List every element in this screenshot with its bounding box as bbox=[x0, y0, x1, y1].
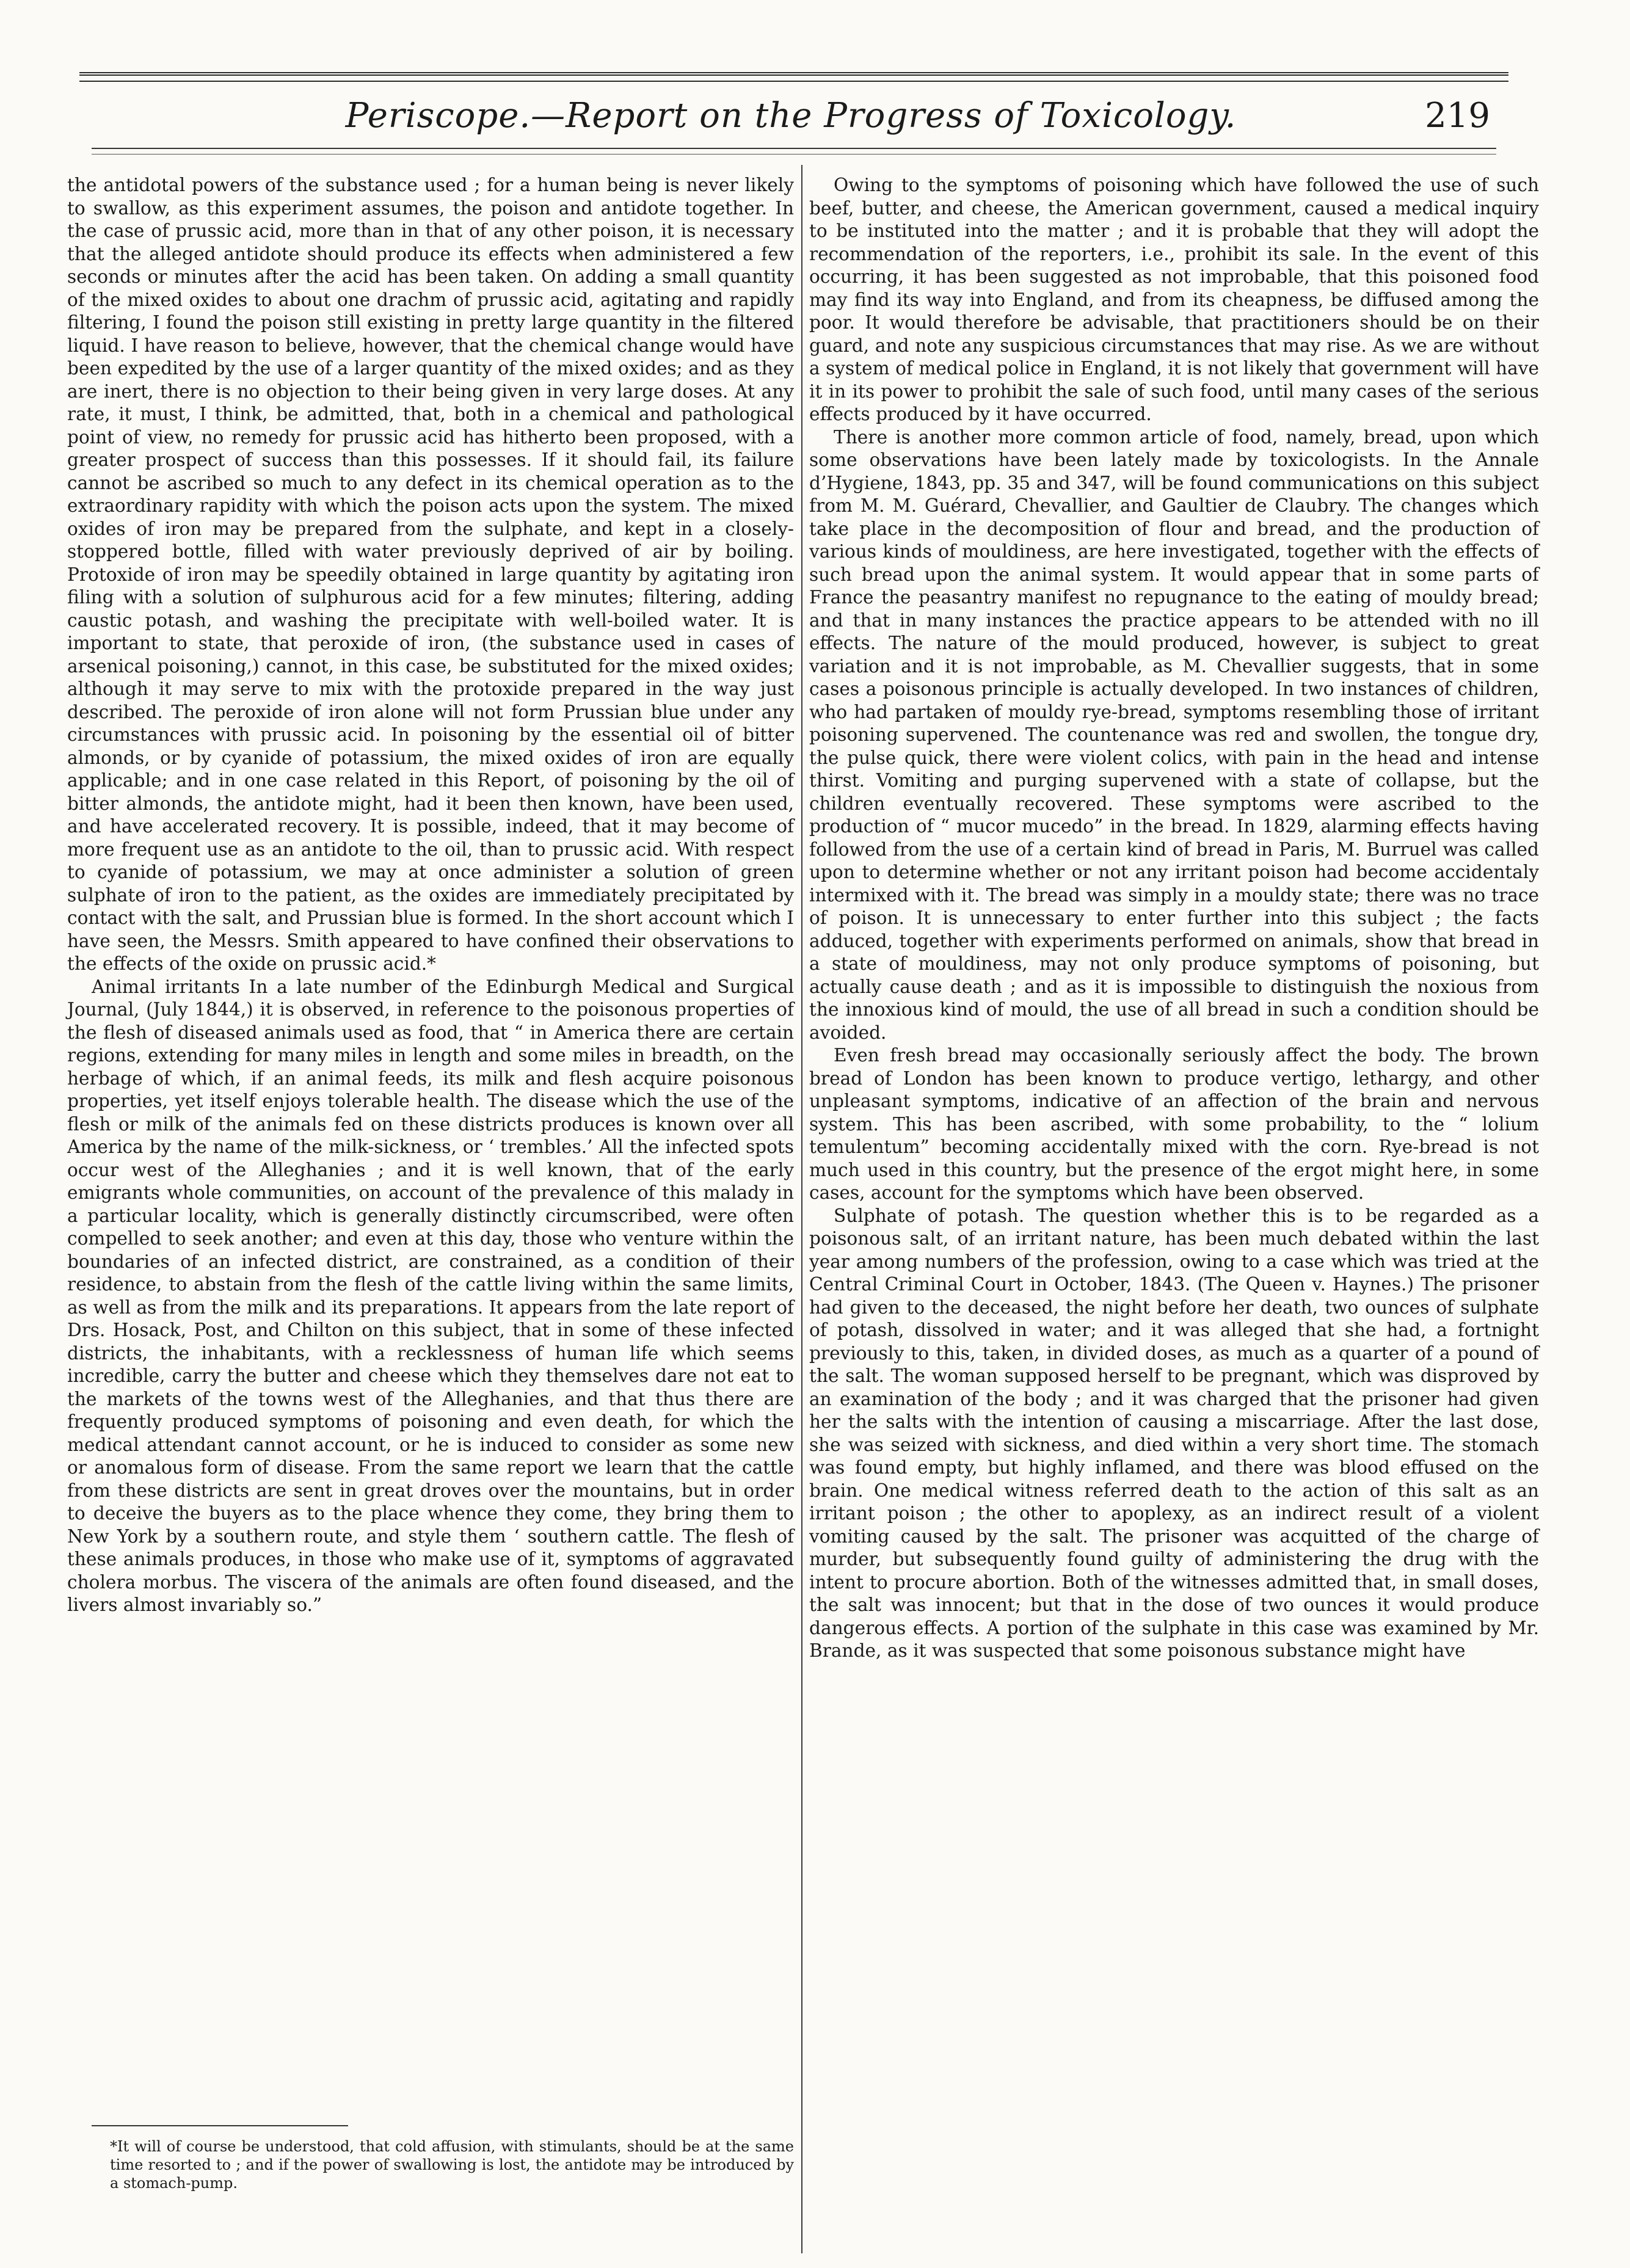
header-rule bbox=[92, 148, 1496, 149]
right-paragraph-american-government: Owing to the symptoms of poisoning which have followed the use of such beef, butter, and cheese, the American government, caused a medical inquiry to be instituted into the matter ; and it is probable that they will adopt the recommendation of the reporters, i.e., prohibit its sale. In the event of this occurring, it has been suggested as not improbable, that this poisoned food may find its way into England, and from its cheapness, be diffused among the poor. It would therefore be advisable, that practitioners should be on their guard, and note any suspicious circumstances that may rise. As we are without a system of medical police in England, it is not likely that government will have it in its power to prohibit the sale of such food, until many cases of the serious effects produced by it have occurred. bbox=[809, 175, 1539, 424]
left-paragraph-animal-irritants: Animal irritants In a late number of the Edinburgh Medical and Surgical Journal, (July 1844,) it is observed, in reference to the poisonous properties of the flesh of diseased animals used as food, that “ in America there are certain regions, extending for many miles in length and some miles in breadth, on the herbage of which, if an animal feeds, its milk and flesh acquire poisonous properties, yet itself enjoys tolerable health. The disease which the use of the flesh or milk of the animals fed on these districts produces is known over all America by the name of the milk-sickness, or ‘ trembles.’ All the infected spots occur west of the Alleghanies ; and it is well known, that of the early emigrants whole communities, on account of the prevalence of this malady in a particular locality, which is generally distinctly circumscribed, were often compelled to seek another; and even at this day, those who venture within the boundaries of an infected district, are constrained, as a condition of their residence, to abstain from the flesh of the cattle living within the same limits, as well as from the milk and its preparations. It appears from the late report of Drs. Hosack, Post, and Chilton on this subject, that in some of these infected districts, the inhabitants, with a recklessness of human life which seems incredible, carry the butter and cheese which they themselves dare not eat to the markets of the towns west of the Alleghanies, and that thus there are frequently produced symptoms of poisoning and even death, for which the medical attendant cannot account, or he is induced to consider as some new or anomalous form of disease. From the same report we learn that the cattle from these districts are sent in great droves over the mountains, but in order to deceive the buyers as to the place whence they come, they bring them to New York by a southern route, and style them ‘ southern cattle. The flesh of these animals produces, in those who make use of it, symptoms of aggravated cholera morbus. The viscera of the animals are often found diseased, and the livers almost invariably so.” bbox=[67, 976, 794, 1615]
page-number: 219 bbox=[1425, 96, 1490, 136]
right-paragraph-fresh-bread: Even fresh bread may occasionally seriously affect the body. The brown bread of London has been known to produce vertigo, lethargy, and other unpleasant symptoms, indicative of an affection of the brain and nervous system. This has been ascribed, with some probability, to the “ lolium temulentum” becoming accidentally mixed with the corn. Rye-bread is not much used in this country, but the presence of the ergot might here, in some cases, account for the symptoms which have been observed. bbox=[809, 1045, 1539, 1203]
left-column bbox=[67, 174, 794, 1617]
column-divider bbox=[801, 165, 802, 2253]
right-paragraph-bread: There is another more common article of food, namely, bread, upon which some observations have been lately made by toxicologists. In the Annale d’Hygiene, 1843, pp. 35 and 347, will be found communications on this subject from M. M. Guérard, Chevallier, and Gaultier de Claubry. The changes which take place in the decomposition of flour and bread, and the production of various kinds of mouldiness, are here investigated, together with the effects of such bread upon the animal system. It would appear that in some parts of France the peasantry manifest no repugnance to the eating of mouldy bread; and that in many instances the practice appears to be attended with no ill effects. The nature of the mould produced, however, is subject to great variation and it is not improbable, as M. Chevallier suggests, that in some cases a poisonous principle is actually developed. In two instances of children, who had partaken of mouldy rye-bread, symptoms resembling those of irritant poisoning supervened. The countenance was red and swollen, the tongue dry, the pulse quick, there were violent colics, with pain in the head and intense thirst. Vomiting and purging supervened with a state of collapse, but the children eventually recovered. These symptoms were ascribed to the production of “ mucor mucedo” in the bread. In 1829, alarming effects having followed from the use of a certain kind of bread in Paris, M. Burruel was called upon to determine whether or not any irritant poison had become accidentaly intermixed with it. The bread was simply in a mouldy state; there was no trace of poison. It is unnecessary to enter further into this subject ; the facts adduced, together with experiments performed on animals, show that bread in a state of mouldiness, may not only produce symptoms of poisoning, but actually cause death ; and as it is impossible to distinguish the noxious from the innoxious kind of mould, the use of all bread in such a condition should be avoided. bbox=[809, 426, 1539, 1043]
top-ornamental-rule bbox=[79, 72, 1508, 76]
footnote: *It will of course be understood, that cold affusion, with stimulants, should be at the same time resorted to ; and if the power of swallowing is lost, the antidote may be introduced by a stomach-pump. bbox=[110, 2138, 794, 2192]
right-paragraph-sulphate-of-potash: Sulphate of potash. The question whether this is to be regarded as a poisonous salt, of an irritant nature, has been much debated within the last year among numbers of the profession, owing to a case which was tried at the Central Criminal Court in October, 1843. (The Queen v. Haynes.) The prisoner had given to the deceased, the night before her death, two ounces of sulphate of potash, dissolved in water; and it was alleged that she had, a fortnight previously to this, taken, in divided doses, as much as a quarter of a pound of the salt. The woman supposed herself to be pregnant, which was disproved by an examination of the body ; and it was charged that the prisoner had given her the salts with the intention of causing a miscarriage. After the last dose, she was seized with sickness, and died within a very short time. The stomach was found empty, but highly inflamed, and there was blood effused on the brain. One medical witness referred death to the action of this salt as an irritant poison ; the other to apoplexy, as an indirect result of a violent vomiting caused by the salt. The prisoner was acquitted of the charge of murder, but subsequently found guilty of administering the drug with the intent to procure abortion. Both of the witnesses admitted that, in small doses, the salt was innocent; but that in the dose of two ounces it would produce dangerous effects. A portion of the sulphate in this case was examined by Mr. Brande, as it was suspected that some poisonous substance might have bbox=[809, 1205, 1539, 1661]
left-paragraph-antidote: the antidotal powers of the substance used ; for a human being is never likely to swallow, as this experiment assumes, the poison and antidote together. In the case of prussic acid, more than in that of any other poison, it is necessary that the alleged antidote should produce its effects when administered a few seconds or minutes after the acid has been taken. On adding a small quantity of the mixed oxides to about one drachm of prussic acid, agitating and rapidly filtering, I found the poison still existing in pretty large quantity in the filtered liquid. I have reason to believe, however, that the chemical change would have been expedited by the use of a larger quantity of the mixed oxides; and as they are inert, there is no objection to their being given in very large doses. At any rate, it must, I think, be admitted, that, both in a chemical and pathological point of view, no remedy for prussic acid has hitherto been proposed, with a greater prospect of success than this possesses. If it should fail, its failure cannot be ascribed so much to any defect in its chemical operation as to the extraordinary rapidity with which the poison acts upon the system. The mixed oxides of iron may be prepared from the sulphate, and kept in a closely-stoppered bottle, filled with water previously deprived of air by boiling. Protoxide of iron may be speedily obtained in large quantity by agitating iron filing with a solution of sulphurous acid for a few minutes; filtering, adding caustic potash, and washing the precipitate with well-boiled water. It is important to state, that peroxide of iron, (the substance used in cases of arsenical poisoning,) cannot, in this case, be substituted for the mixed oxides; although it may serve to mix with the protoxide prepared in the way just described. The peroxide of iron alone will not form Prussian blue under any circumstances with prussic acid. In poisoning by the essential oil of bitter almonds, or by cyanide of potassium, the mixed oxides of iron are equally applicable; and in one case related in this Report, of poisoning by the oil of bitter almonds, the antidote might, had it been then known, have been used, and have accelerated recovery. It is possible, indeed, that it may become of more frequent use as an antidote to the oil, than to prussic acid. With respect to cyanide of potassium, we may at once administer a solution of green sulphate of iron to the patient, as the oxides are immediately precipitated by contact with the salt, and Prussian blue is formed. In the short account which I have seen, the Messrs. Smith appeared to have confined their observations to the effects of the oxide on prussic acid.* bbox=[67, 175, 794, 974]
running-head: Periscope.—Report on the Progress of Toxicology. bbox=[345, 96, 1237, 136]
top-rule bbox=[79, 81, 1508, 82]
right-column bbox=[809, 174, 1539, 1663]
footnote-rule bbox=[92, 2125, 348, 2126]
page-header bbox=[92, 92, 1490, 140]
